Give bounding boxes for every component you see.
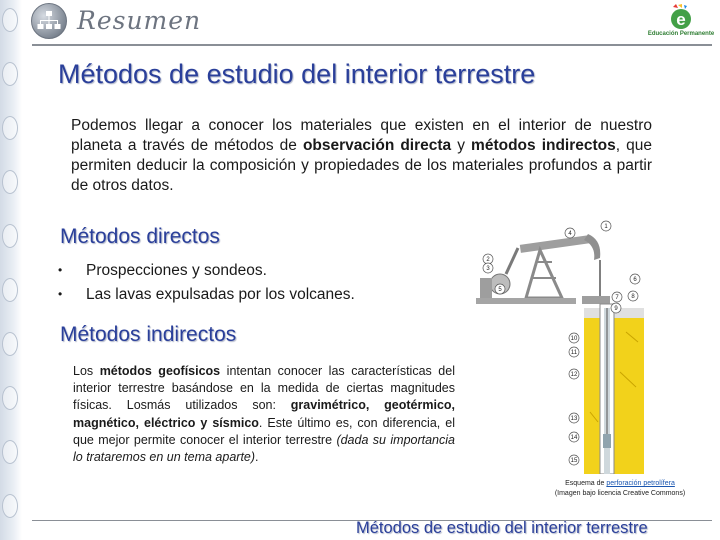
brand-text: Educación Permanente <box>647 31 715 37</box>
label-6 <box>630 274 640 284</box>
svg-text:13: 13 <box>570 416 578 422</box>
caption-license: (Imagen bajo licencia Creative Commons) <box>554 490 686 497</box>
svg-text:11: 11 <box>570 350 578 356</box>
brand-logo <box>632 3 720 43</box>
caption-link[interactable]: perforación petrolífera <box>606 480 675 487</box>
svg-text:12: 12 <box>570 372 578 378</box>
svg-text:6: 6 <box>633 277 637 283</box>
intro-text: y <box>451 137 472 154</box>
list-item <box>58 284 355 308</box>
para-italic: (dada su importancia lo trataremos en un tema aparte) <box>73 432 455 465</box>
para-text: intentan conocer las características del interior terrestre basándose en la medida de ciertas magnitudes físicas. Losmás utilizados son: <box>73 364 455 413</box>
svg-text:e: e <box>676 10 686 29</box>
svg-text:15: 15 <box>570 458 578 464</box>
intro-bold-indirect: métodos indirectos <box>471 137 616 154</box>
svg-text:7: 7 <box>615 295 619 301</box>
label-1 <box>601 221 611 231</box>
list-item-text: Prospecciones y sondeos. <box>86 262 267 279</box>
label-14 <box>569 432 579 442</box>
svg-text:3: 3 <box>486 266 490 272</box>
svg-text:14: 14 <box>570 435 578 441</box>
label-2 <box>483 254 493 264</box>
svg-text:10: 10 <box>570 336 578 342</box>
figure-caption <box>520 479 720 499</box>
para-text: . Este último es, con diferencia, el que mejor permite conocer el interior terrestre <box>73 415 455 447</box>
svg-text:2: 2 <box>486 257 490 263</box>
section-title: Resumen <box>77 6 202 35</box>
band-ring <box>2 386 18 410</box>
direct-methods-heading: Métodos directos <box>60 225 220 248</box>
svg-text:9: 9 <box>614 306 618 312</box>
para-text: . <box>255 450 259 465</box>
intro-paragraph <box>71 116 652 196</box>
direct-methods-list <box>58 260 355 308</box>
indirect-methods-paragraph <box>73 363 455 466</box>
svg-text:4: 4 <box>568 231 572 237</box>
svg-text:5: 5 <box>498 287 502 293</box>
wellhead <box>582 296 610 304</box>
label-15 <box>569 455 579 465</box>
bullet-icon: • <box>58 263 63 277</box>
band-ring <box>2 332 18 356</box>
label-12 <box>569 369 579 379</box>
walking-beam <box>520 235 590 253</box>
band-ring <box>2 62 18 86</box>
indirect-methods-heading: Métodos indirectos <box>60 323 237 346</box>
band-ring <box>2 224 18 248</box>
label-3 <box>483 263 493 273</box>
sitemap-logo-icon <box>31 3 67 39</box>
label-4 <box>565 228 575 238</box>
intro-text: Podemos llegar a conocer los materiales que existen en el interior de nuestro planeta a través de métodos de <box>71 117 652 154</box>
left-decorative-band <box>0 0 22 540</box>
label-9 <box>611 303 621 313</box>
intro-bold-direct: observación directa <box>302 137 452 154</box>
intro-text: , que permiten deducir la composición y propiedades de los materiales profundos a partir de otros datos. <box>71 137 652 194</box>
page-title: Métodos de estudio del interior terrestre <box>58 59 536 89</box>
band-ring <box>2 278 18 302</box>
pitman-arm <box>506 248 518 274</box>
label-5 <box>495 284 505 294</box>
para-bold: gravimétrico, geotérmico, magnético, eléctrico y sísmico <box>73 398 455 430</box>
header-divider <box>32 44 712 46</box>
caption-text: Esquema de <box>565 480 607 487</box>
para-text: Los <box>73 364 100 378</box>
band-ring <box>2 494 18 518</box>
base <box>476 298 576 304</box>
motor <box>480 278 492 300</box>
para-bold: métodos geofísicos <box>99 364 221 378</box>
footer-title: Métodos de estudio del interior terrestre <box>356 519 648 537</box>
band-ring <box>2 8 18 32</box>
svg-text:8: 8 <box>631 294 635 300</box>
band-ring <box>2 170 18 194</box>
label-7 <box>612 292 622 302</box>
label-10 <box>569 333 579 343</box>
label-11 <box>569 347 579 357</box>
header <box>22 0 720 44</box>
list-item-text: Las lavas expulsadas por los volcanes. <box>86 286 355 303</box>
horse-head <box>584 234 600 260</box>
samson-post <box>526 250 562 298</box>
band-ring <box>2 116 18 140</box>
band-ring <box>2 440 18 464</box>
label-8 <box>628 291 638 301</box>
svg-text:1: 1 <box>604 224 608 230</box>
pump <box>603 434 611 448</box>
list-item <box>58 260 355 284</box>
oil-drilling-diagram <box>470 212 670 474</box>
bullet-icon: • <box>58 287 63 301</box>
brand-e-icon <box>665 3 697 31</box>
label-13 <box>569 413 579 423</box>
